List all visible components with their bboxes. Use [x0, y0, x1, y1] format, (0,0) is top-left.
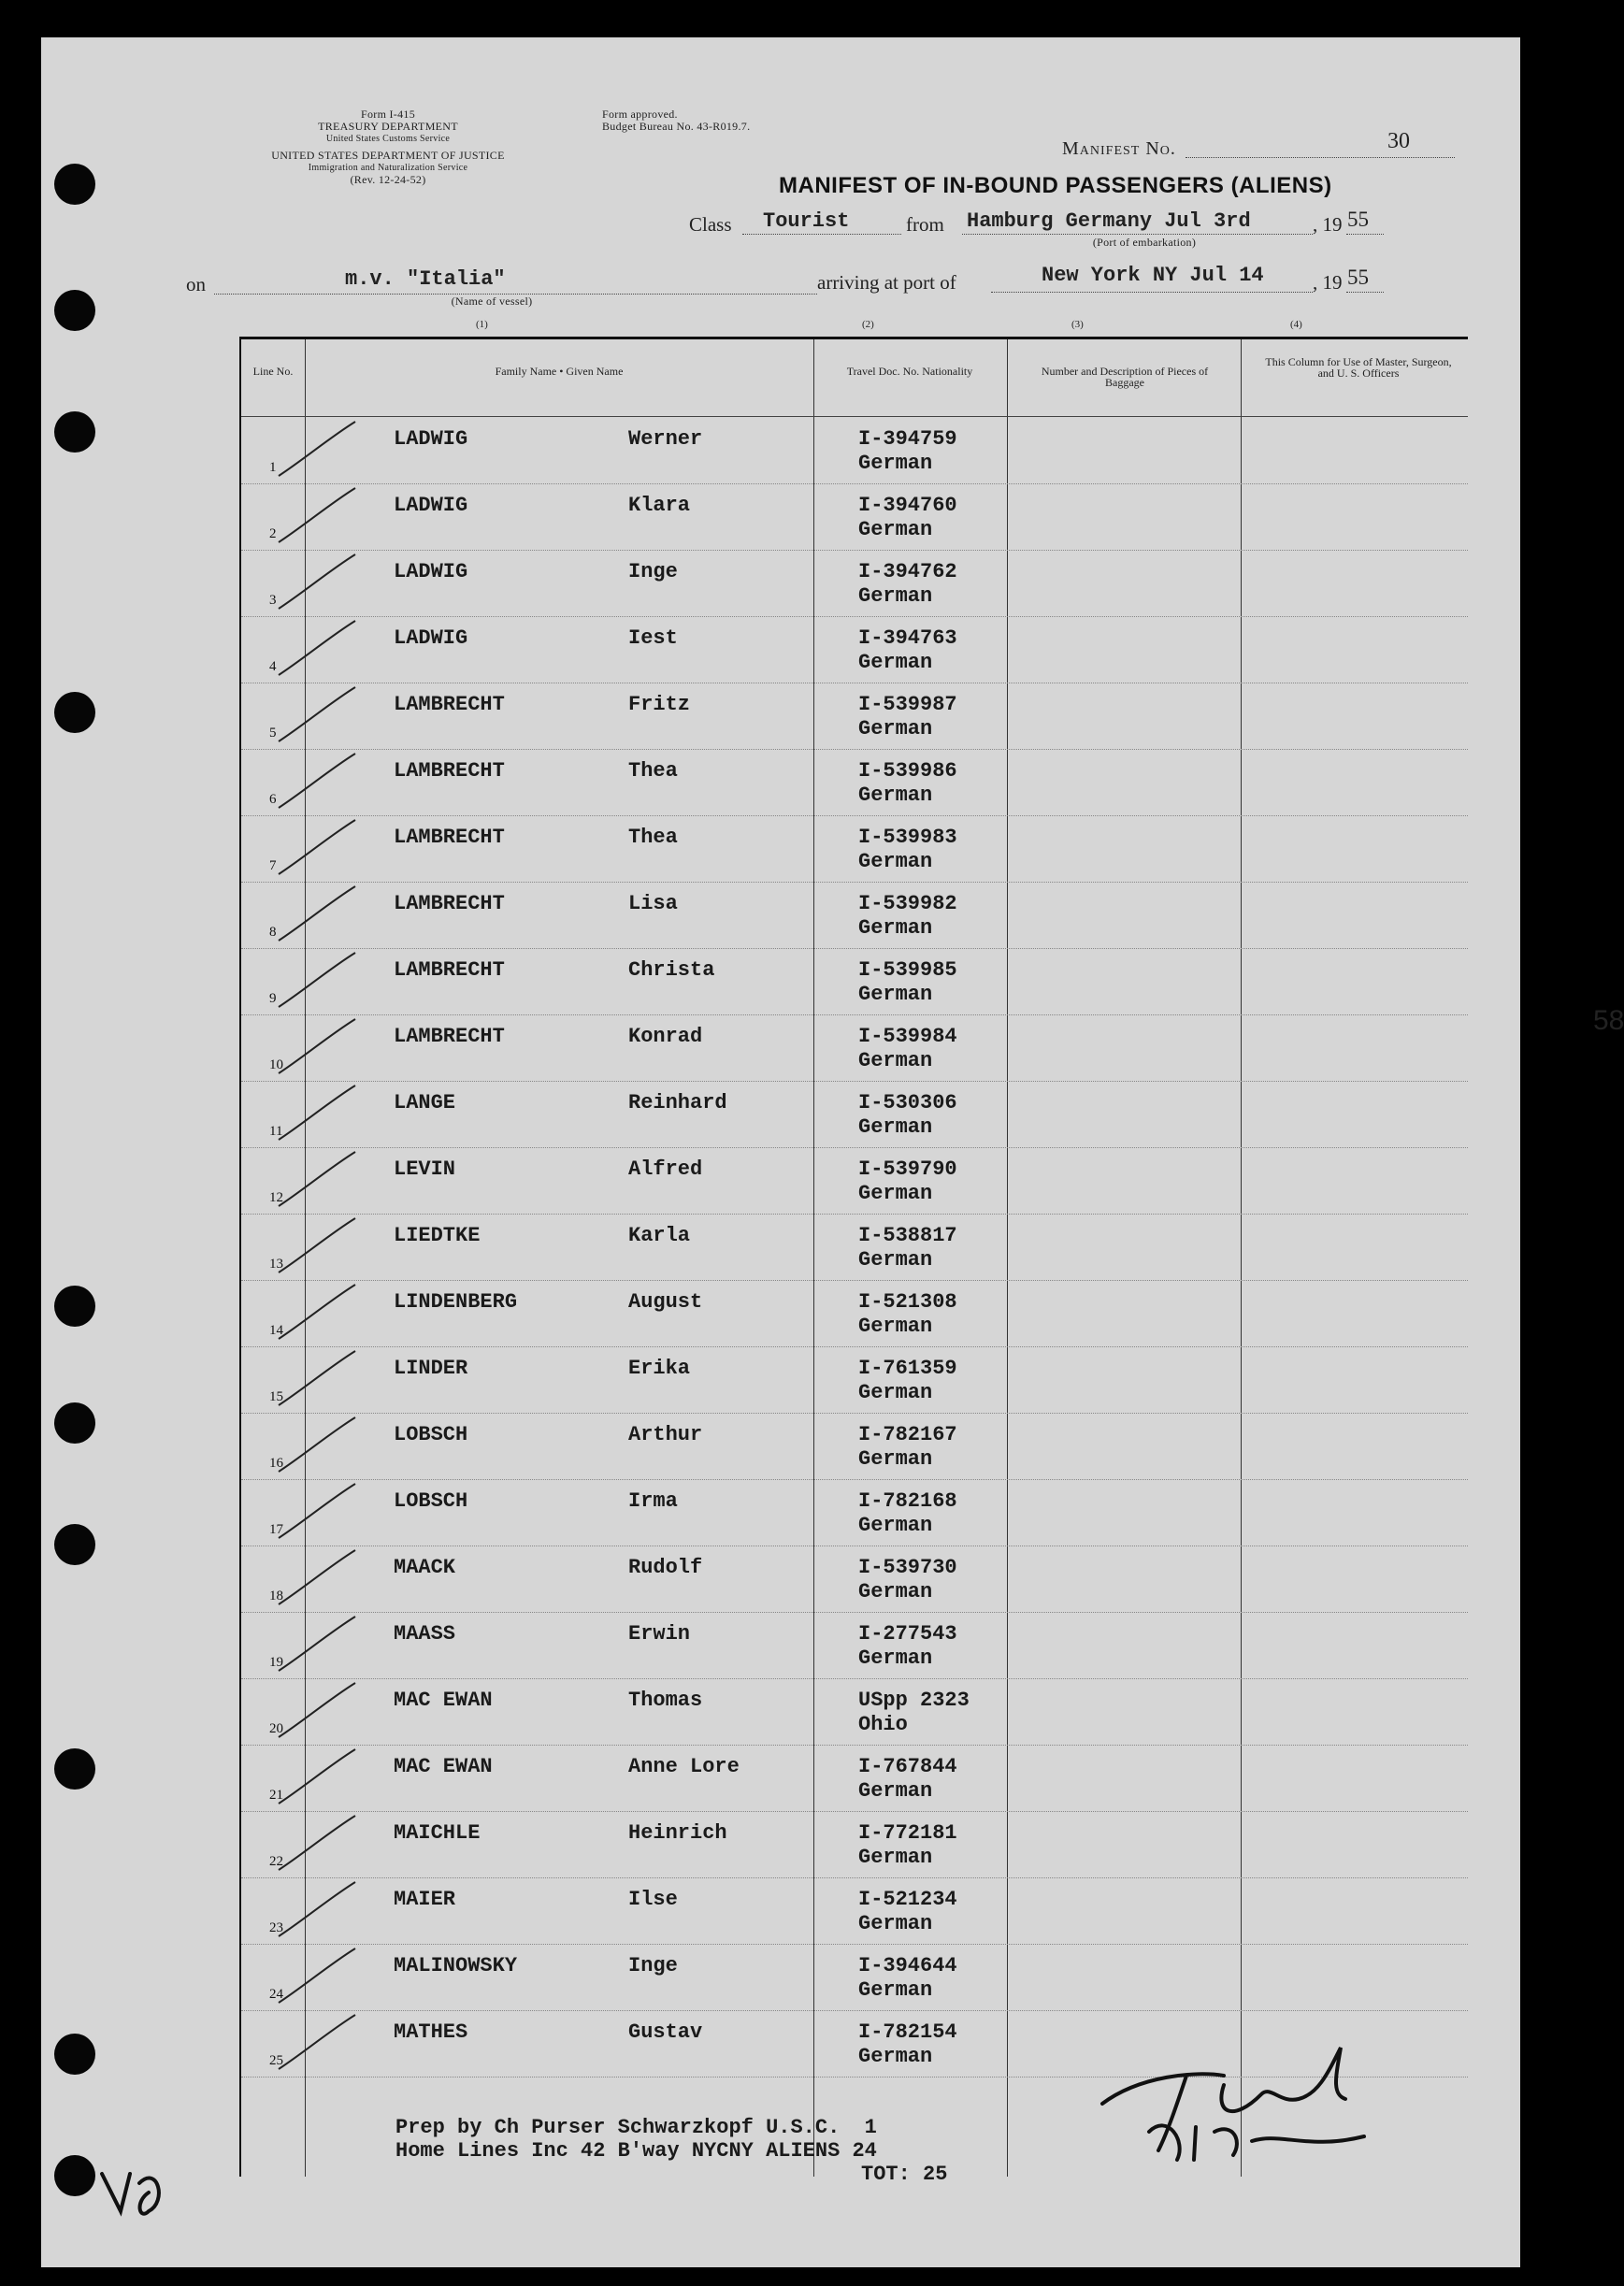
given-name: Anne Lore	[628, 1755, 740, 1778]
check-mark-icon	[275, 1082, 350, 1138]
line-number: 22	[269, 1854, 283, 1869]
nationality: Ohio	[858, 1713, 908, 1736]
form-approved: Form approved.	[602, 108, 678, 121]
line-number: 8	[269, 925, 277, 940]
table-row	[241, 617, 1468, 683]
punch-hole	[54, 290, 95, 331]
travel-doc-no: USpp 2323	[858, 1689, 970, 1712]
footer-line-3: TOT: 25	[861, 2163, 948, 2186]
table-row	[241, 1082, 1468, 1148]
table-row	[241, 1546, 1468, 1613]
given-name: August	[628, 1290, 703, 1314]
given-name: Alfred	[628, 1157, 703, 1181]
line-number: 25	[269, 2053, 283, 2068]
nationality: German	[858, 1779, 933, 1803]
punch-hole	[54, 2034, 95, 2075]
form-approved-block	[602, 108, 883, 133]
from-value: Hamburg Germany Jul 3rd	[967, 209, 1251, 233]
class-value: Tourist	[763, 209, 850, 233]
table-row	[241, 1945, 1468, 2011]
col-num-4: (4)	[1290, 319, 1302, 330]
family-name: LAMBRECHT	[394, 1025, 505, 1048]
nationality: German	[858, 1315, 933, 1338]
travel-doc-no: I-539982	[858, 892, 957, 915]
table-row	[241, 1878, 1468, 1945]
travel-doc-no: I-782168	[858, 1489, 957, 1513]
travel-doc-no: I-394760	[858, 494, 957, 517]
family-name: LAMBRECHT	[394, 759, 505, 783]
given-name: Erwin	[628, 1622, 691, 1646]
revision: (Rev. 12-24-52)	[350, 173, 426, 186]
punch-hole	[54, 692, 95, 733]
travel-doc-no: I-394762	[858, 560, 957, 583]
nationality: German	[858, 2045, 933, 2068]
header-officers: This Column for Use of Master, Surgeon, and U. S. Officers	[1265, 355, 1452, 380]
punch-hole	[54, 1748, 95, 1790]
arrival-fill	[991, 292, 1313, 293]
check-mark-icon	[275, 484, 350, 540]
nationality: German	[858, 518, 933, 541]
travel-doc-no: I-394763	[858, 626, 957, 650]
table-row	[241, 1480, 1468, 1546]
line-number: 23	[269, 1920, 283, 1935]
family-name: LEVIN	[394, 1157, 456, 1181]
nationality: German	[858, 916, 933, 940]
header-travel-doc: Travel Doc. No. Nationality	[846, 365, 973, 378]
header-baggage: Number and Description of Pieces of Baggage	[1041, 365, 1209, 389]
header-line-no: Line No.	[252, 365, 294, 378]
page-title: MANIFEST OF IN-BOUND PASSENGERS (ALIENS)	[779, 173, 1332, 198]
check-mark-icon	[275, 1215, 350, 1271]
table-row	[241, 1613, 1468, 1679]
check-mark-icon	[275, 551, 350, 607]
check-mark-icon	[275, 883, 350, 939]
check-mark-icon	[275, 1812, 350, 1868]
table-row	[241, 1679, 1468, 1746]
family-name: MAC EWAN	[394, 1755, 493, 1778]
line-number: 21	[269, 1788, 283, 1803]
nationality: German	[858, 1447, 933, 1471]
given-name: Arthur	[628, 1423, 703, 1446]
family-name: MATHES	[394, 2020, 468, 2044]
punch-hole	[54, 411, 95, 453]
given-name: Inge	[628, 560, 678, 583]
table-row	[241, 1215, 1468, 1281]
check-mark-icon	[275, 1746, 350, 1802]
line-number: 9	[269, 991, 277, 1006]
check-mark-icon	[275, 1015, 350, 1071]
line-number: 6	[269, 792, 277, 807]
immigration-service: Immigration and Naturalization Service	[308, 163, 468, 173]
given-name: Rudolf	[628, 1556, 703, 1579]
line-number: 13	[269, 1257, 283, 1272]
given-name: Heinrich	[628, 1821, 727, 1845]
nationality: German	[858, 651, 933, 674]
check-mark-icon	[275, 418, 350, 474]
line-number: 3	[269, 593, 277, 608]
manifest-no-value: 30	[1387, 129, 1410, 153]
nationality: German	[858, 1646, 933, 1670]
line-number: 7	[269, 858, 277, 873]
line-number: 24	[269, 1987, 283, 2002]
travel-doc-no: I-782154	[858, 2020, 957, 2044]
family-name: MAICHLE	[394, 1821, 481, 1845]
footer-line-1: Prep by Ch Purser Schwarzkopf U.S.C. 1	[395, 2116, 877, 2139]
given-name: Irma	[628, 1489, 678, 1513]
line-number: 5	[269, 726, 277, 740]
table-row	[241, 1812, 1468, 1878]
budget-bureau: Budget Bureau No. 43-R019.7.	[602, 120, 751, 133]
nationality: German	[858, 1580, 933, 1603]
check-mark-icon	[275, 1679, 350, 1735]
check-mark-icon	[275, 1281, 350, 1337]
line-number: 10	[269, 1057, 283, 1072]
line-number: 19	[269, 1655, 283, 1670]
year-prefix-2: , 19	[1313, 271, 1343, 294]
nationality: German	[858, 584, 933, 608]
nationality: German	[858, 1514, 933, 1537]
year-fill-1	[1346, 234, 1384, 235]
travel-doc-no: I-394644	[858, 1954, 957, 1977]
family-name: LINDER	[394, 1357, 468, 1380]
check-mark-icon	[275, 1480, 350, 1536]
nationality: German	[858, 1182, 933, 1205]
col-num-2: (2)	[862, 319, 874, 330]
check-mark-icon	[275, 1945, 350, 2001]
nationality: German	[858, 850, 933, 873]
given-name: Fritz	[628, 693, 691, 716]
table-row	[241, 683, 1468, 750]
punch-hole	[54, 164, 95, 205]
family-name: LADWIG	[394, 626, 468, 650]
given-name: Inge	[628, 1954, 678, 1977]
nationality: German	[858, 983, 933, 1006]
nationality: German	[858, 717, 933, 740]
travel-doc-no: I-539986	[858, 759, 957, 783]
table-row	[241, 1746, 1468, 1812]
nationality: German	[858, 1049, 933, 1072]
family-name: MAIER	[394, 1888, 456, 1911]
travel-doc-no: I-761359	[858, 1357, 957, 1380]
nationality: German	[858, 1115, 933, 1139]
check-mark-icon	[275, 1148, 350, 1204]
table-row	[241, 816, 1468, 883]
manifest-no-line	[1186, 157, 1455, 158]
punch-hole	[54, 2155, 95, 2196]
check-mark-icon	[275, 750, 350, 806]
travel-doc-no: I-277543	[858, 1622, 957, 1646]
line-number: 12	[269, 1190, 283, 1205]
check-mark-icon	[275, 683, 350, 740]
table-row	[241, 949, 1468, 1015]
line-number: 11	[269, 1124, 283, 1139]
nationality: German	[858, 784, 933, 807]
nationality: German	[858, 452, 933, 475]
year-value-1: 55	[1347, 208, 1369, 231]
from-label: from	[906, 213, 944, 236]
family-name: MAC EWAN	[394, 1689, 493, 1712]
given-name: Karla	[628, 1224, 691, 1247]
line-number: 15	[269, 1389, 283, 1404]
table-row	[241, 883, 1468, 949]
line-number: 18	[269, 1589, 283, 1603]
margin-scribble	[93, 2155, 177, 2230]
travel-doc-no: I-772181	[858, 1821, 957, 1845]
family-name: LOBSCH	[394, 1423, 468, 1446]
punch-hole	[54, 1286, 95, 1327]
treasury-department: TREASURY DEPARTMENT	[318, 120, 458, 133]
table-row	[241, 1414, 1468, 1480]
given-name: Thea	[628, 759, 678, 783]
travel-doc-no: I-539987	[858, 693, 957, 716]
check-mark-icon	[275, 1414, 350, 1470]
line-number: 17	[269, 1522, 283, 1537]
officer-mark: 58	[1593, 1005, 1624, 1036]
line-number: 14	[269, 1323, 283, 1338]
family-name: MALINOWSKY	[394, 1954, 518, 1977]
check-mark-icon	[275, 617, 350, 673]
nationality: German	[858, 1978, 933, 2002]
given-name: Lisa	[628, 892, 678, 915]
family-name: LAMBRECHT	[394, 826, 505, 849]
check-mark-icon	[275, 1347, 350, 1403]
family-name: LADWIG	[394, 560, 468, 583]
family-name: LAMBRECHT	[394, 693, 505, 716]
table-row	[241, 1281, 1468, 1347]
travel-doc-no: I-530306	[858, 1091, 957, 1114]
nationality: German	[858, 1248, 933, 1272]
travel-doc-no: I-521234	[858, 1888, 957, 1911]
check-mark-icon	[275, 1546, 350, 1603]
given-name: Reinhard	[628, 1091, 727, 1114]
arriving-label: arriving at port of	[817, 271, 956, 294]
officer-signature	[1084, 2020, 1420, 2169]
family-name: LANGE	[394, 1091, 456, 1114]
line-number: 4	[269, 659, 277, 674]
nationality: German	[858, 1912, 933, 1935]
check-mark-icon	[275, 1878, 350, 1934]
line-number: 2	[269, 526, 277, 541]
table-row	[241, 1347, 1468, 1414]
travel-doc-no: I-539984	[858, 1025, 957, 1048]
table-row	[241, 551, 1468, 617]
given-name: Konrad	[628, 1025, 703, 1048]
check-mark-icon	[275, 2011, 350, 2067]
vessel-value: m.v. "Italia"	[345, 267, 506, 291]
table-row	[241, 484, 1468, 551]
check-mark-icon	[275, 816, 350, 872]
given-name: Ilse	[628, 1888, 678, 1911]
check-mark-icon	[275, 949, 350, 1005]
header-name: Family Name • Given Name	[495, 365, 624, 378]
customs-service: United States Customs Service	[325, 134, 451, 144]
table-row	[241, 750, 1468, 816]
punch-hole	[54, 1524, 95, 1565]
line-number: 20	[269, 1721, 283, 1736]
given-name: Thomas	[628, 1689, 703, 1712]
vessel-caption: (Name of vessel)	[451, 295, 533, 308]
manifest-no-label: Manifest No.	[1062, 138, 1176, 159]
manifest-page	[41, 37, 1624, 2267]
family-name: LINDENBERG	[394, 1290, 518, 1314]
year-prefix-1: , 19	[1313, 213, 1343, 236]
nationality: German	[858, 1846, 933, 1869]
given-name: Erika	[628, 1357, 691, 1380]
given-name: Iest	[628, 626, 678, 650]
header-separator	[241, 416, 1468, 417]
arrival-value: New York NY Jul 14	[1042, 264, 1264, 287]
col-num-1: (1)	[476, 319, 488, 330]
nationality: German	[858, 1381, 933, 1404]
family-name: MAACK	[394, 1556, 456, 1579]
passenger-table	[239, 337, 1624, 2186]
table-row	[241, 1015, 1468, 1082]
form-header-left	[182, 108, 594, 186]
punch-hole	[54, 1402, 95, 1444]
given-name: Werner	[628, 427, 703, 451]
line-number: 1	[269, 460, 277, 475]
family-name: LAMBRECHT	[394, 892, 505, 915]
travel-doc-no: I-539790	[858, 1157, 957, 1181]
family-name: LADWIG	[394, 494, 468, 517]
year-value-2: 55	[1347, 266, 1369, 289]
travel-doc-no: I-539730	[858, 1556, 957, 1579]
class-label: Class	[689, 213, 732, 236]
port-caption: (Port of embarkation)	[1092, 236, 1197, 249]
travel-doc-no: I-782167	[858, 1423, 957, 1446]
table-row	[241, 418, 1468, 484]
travel-doc-no: I-521308	[858, 1290, 957, 1314]
travel-doc-no: I-539985	[858, 958, 957, 982]
travel-doc-no: I-538817	[858, 1224, 957, 1247]
family-name: LOBSCH	[394, 1489, 468, 1513]
footer-line-2: Home Lines Inc 42 B'way NYCNY ALIENS 24	[395, 2139, 877, 2163]
class-fill	[742, 234, 901, 235]
family-name: LIEDTKE	[394, 1224, 481, 1247]
from-fill	[962, 234, 1313, 235]
col-num-3: (3)	[1071, 319, 1084, 330]
line-number: 16	[269, 1456, 283, 1471]
on-label: on	[186, 273, 206, 295]
family-name: LAMBRECHT	[394, 958, 505, 982]
justice-department: UNITED STATES DEPARTMENT OF JUSTICE	[271, 149, 505, 162]
given-name: Thea	[628, 826, 678, 849]
travel-doc-no: I-539983	[858, 826, 957, 849]
family-name: LADWIG	[394, 427, 468, 451]
table-row	[241, 1148, 1468, 1215]
given-name: Gustav	[628, 2020, 703, 2044]
travel-doc-no: I-394759	[858, 427, 957, 451]
check-mark-icon	[275, 1613, 350, 1669]
travel-doc-no: I-767844	[858, 1755, 957, 1778]
given-name: Klara	[628, 494, 691, 517]
year-fill-2	[1346, 292, 1384, 293]
form-number: Form I-415	[361, 108, 415, 121]
family-name: MAASS	[394, 1622, 456, 1646]
given-name: Christa	[628, 958, 715, 982]
